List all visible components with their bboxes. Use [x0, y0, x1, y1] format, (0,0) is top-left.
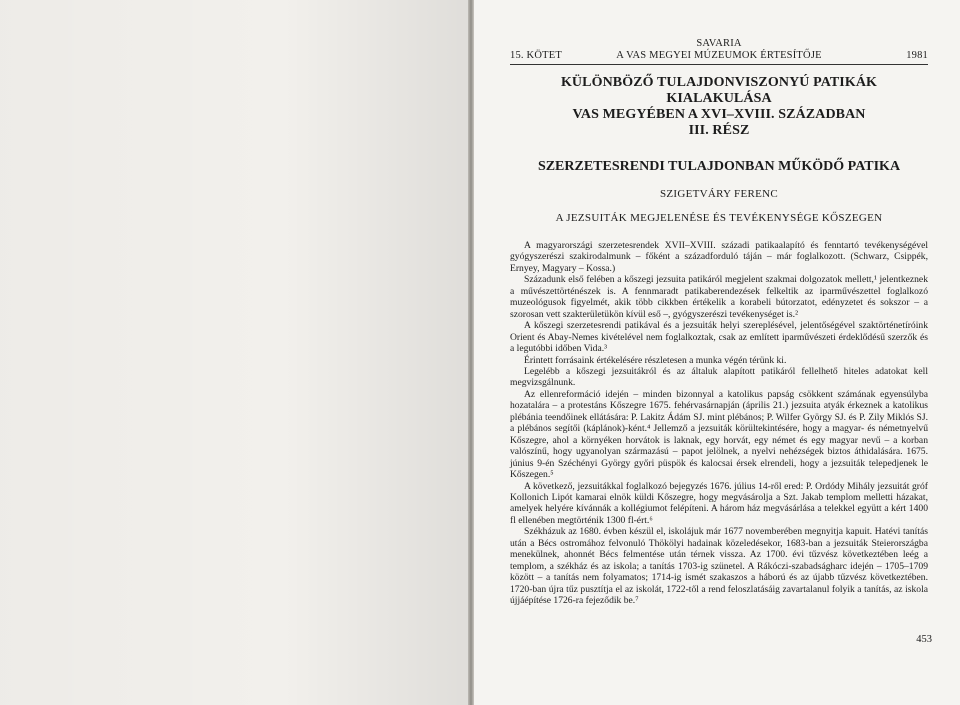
paragraph: A magyarországi szerzetesrendek XVII–XVIII. századi patikaalapító és fenntartó tevékenységével gyógyszerészi szakirodalmunk – főként a századforduló táján – már foglalkozott. (Schwarz, Csippék, Ernyey, Magyary – Kossa.) [510, 240, 928, 274]
journal-name: A VAS MEGYEI MÚZEUMOK ÉRTESÍTŐJE [616, 50, 822, 61]
page-number: 453 [916, 634, 932, 645]
title-line-2: KIALAKULÁSA [666, 91, 772, 106]
article-body [510, 240, 928, 607]
volume-label: 15. KÖTET [510, 50, 562, 61]
paragraph: Legelébb a kőszegi jezsuitákról és az általuk alapított patikáról fellelhető hiteles adatokat kell megvizsgálnunk. [510, 365, 928, 389]
section-heading: A JEZSUITÁK MEGJELENÉSE ÉS TEVÉKENYSÉGE KŐSZEGEN [555, 212, 883, 224]
left-page-shadow [0, 0, 470, 705]
paragraph: A kőszegi szerzetesrendi patikával és a jezsuiták helyi szereplésével, jelentőségével szaktörténetíróink Orient és Abay-Nemes kivételével nem foglalkoztak, csak az említett iparművészeti érdeklődésű szerzők és a legutóbbi időben Vida.³ [510, 320, 928, 355]
paragraph: Érintett forrásaink értékelésére részletesen a munka végén térünk ki. [524, 354, 787, 366]
article-title-block [510, 75, 928, 224]
series-name: SAVARIA [696, 38, 742, 49]
title-line-3: VAS MEGYÉBEN A XVI–XVIII. SZÁZADBAN [572, 107, 866, 122]
author-name: SZIGETVÁRY FERENC [659, 188, 779, 200]
paragraph: Századunk első felében a kőszegi jezsuita patikáról megjelent szakmai dolgozatok mellett,¹ jelentkeznek a művészettörténészek is. A fennmaradt patikaberendezések felkeltik az iparművészettel foglalkozó muzeológusok figyelmét, akik több cikkben értékelik a korabeli bútorzatot, edényzetet és sokszor – a szorosan vett szakterületükön kívül eső –, gyógyszerészi tevékenységet is.² [510, 274, 928, 320]
right-page [474, 0, 960, 705]
paragraph: Az ellenreformáció idején – minden bizonnyal a katolikus papság csökkent számának egyensúlyba hozatalára – a protestáns Kőszegre 1675. fehérvasárnapján (április 21.) jezsuita atyák érkeznek a katolikus plébánia teendőinek ellátására: P. Lakitz Ádám SJ. mint plébános; P. Wilfer György SJ. és P. Zily Miklós SJ. a plébános segítői (káplánok)-ként.⁴ Jellemző a jezsuiták körültekintésére, hogy a magyar- és németnyelvű Kőszegre, ahol a környéken horvátok is laknak, egy horvát, egy német és egy magyar nevű – a korban valószínű, hogy ugyanolyan származású – papot jelölnek, a nyelvi nehézségek biztos áthidalására. 1675. június 9-én Széchényi György győri püspök és kalocsai érsek elrendeli, hogy a jezsuiták telepedjenek le Kőszegen.⁵ [510, 388, 928, 481]
page-content [510, 38, 928, 607]
paragraph: Székházuk az 1680. évben készül el, iskolájuk már 1677 novemberében megnyitja kapuit. Hatévi tanítás után a Bécs ostromához felvonuló Thökölyi hadainak közeledésekor, 1683-ban a jezsuiták Steierországba menekülnek, ahonnét Bécs felmentése után térnek vissza. Az 1700. évi tűzvész következtében leég a templom, a székház és az iskola; a tanítás 1703-ig szünetel. A Rákóczi-szabadságharc idején – 1705–1709 között – a tanítás nem folyamatos; 1714-ig ismét szakaszos a háború és az újabb tűzvész következtében. 1720-ban újra tűz pusztítja el az iskolát, 1722-től a rend feloszlatásáig zavartalanul folyik a tanítás, az iskola újjáépítése 1726-ra fejeződik be.⁷ [510, 526, 928, 607]
article-subtitle: SZERZETESRENDI TULAJDONBAN MŰKÖDŐ PATIKA [537, 159, 901, 174]
year-label: 1981 [906, 50, 928, 61]
header-rule [510, 64, 928, 65]
title-line-4: III. RÉSZ [688, 123, 750, 138]
title-line-1: KÜLÖNBÖZŐ TULAJDONVISZONYÚ PATIKÁK [560, 75, 878, 90]
running-head [510, 38, 928, 62]
paragraph: A következő, jezsuitákkal foglalkozó bejegyzés 1676. július 14-ről ered: P. Ordódy Mihály jezsuitát gróf Kollonich Lipót kamarai elnök küldi Kőszegre, hogy megvásárolja a Szt. Jakab templom melletti házakat, amelyek helyére kívánnák a kollégiumot felépíteni. A három ház megvásárlása a telekkel együtt a kért 1400 fl ellenében megtörténik 1300 fl-ért.⁶ [510, 480, 928, 526]
